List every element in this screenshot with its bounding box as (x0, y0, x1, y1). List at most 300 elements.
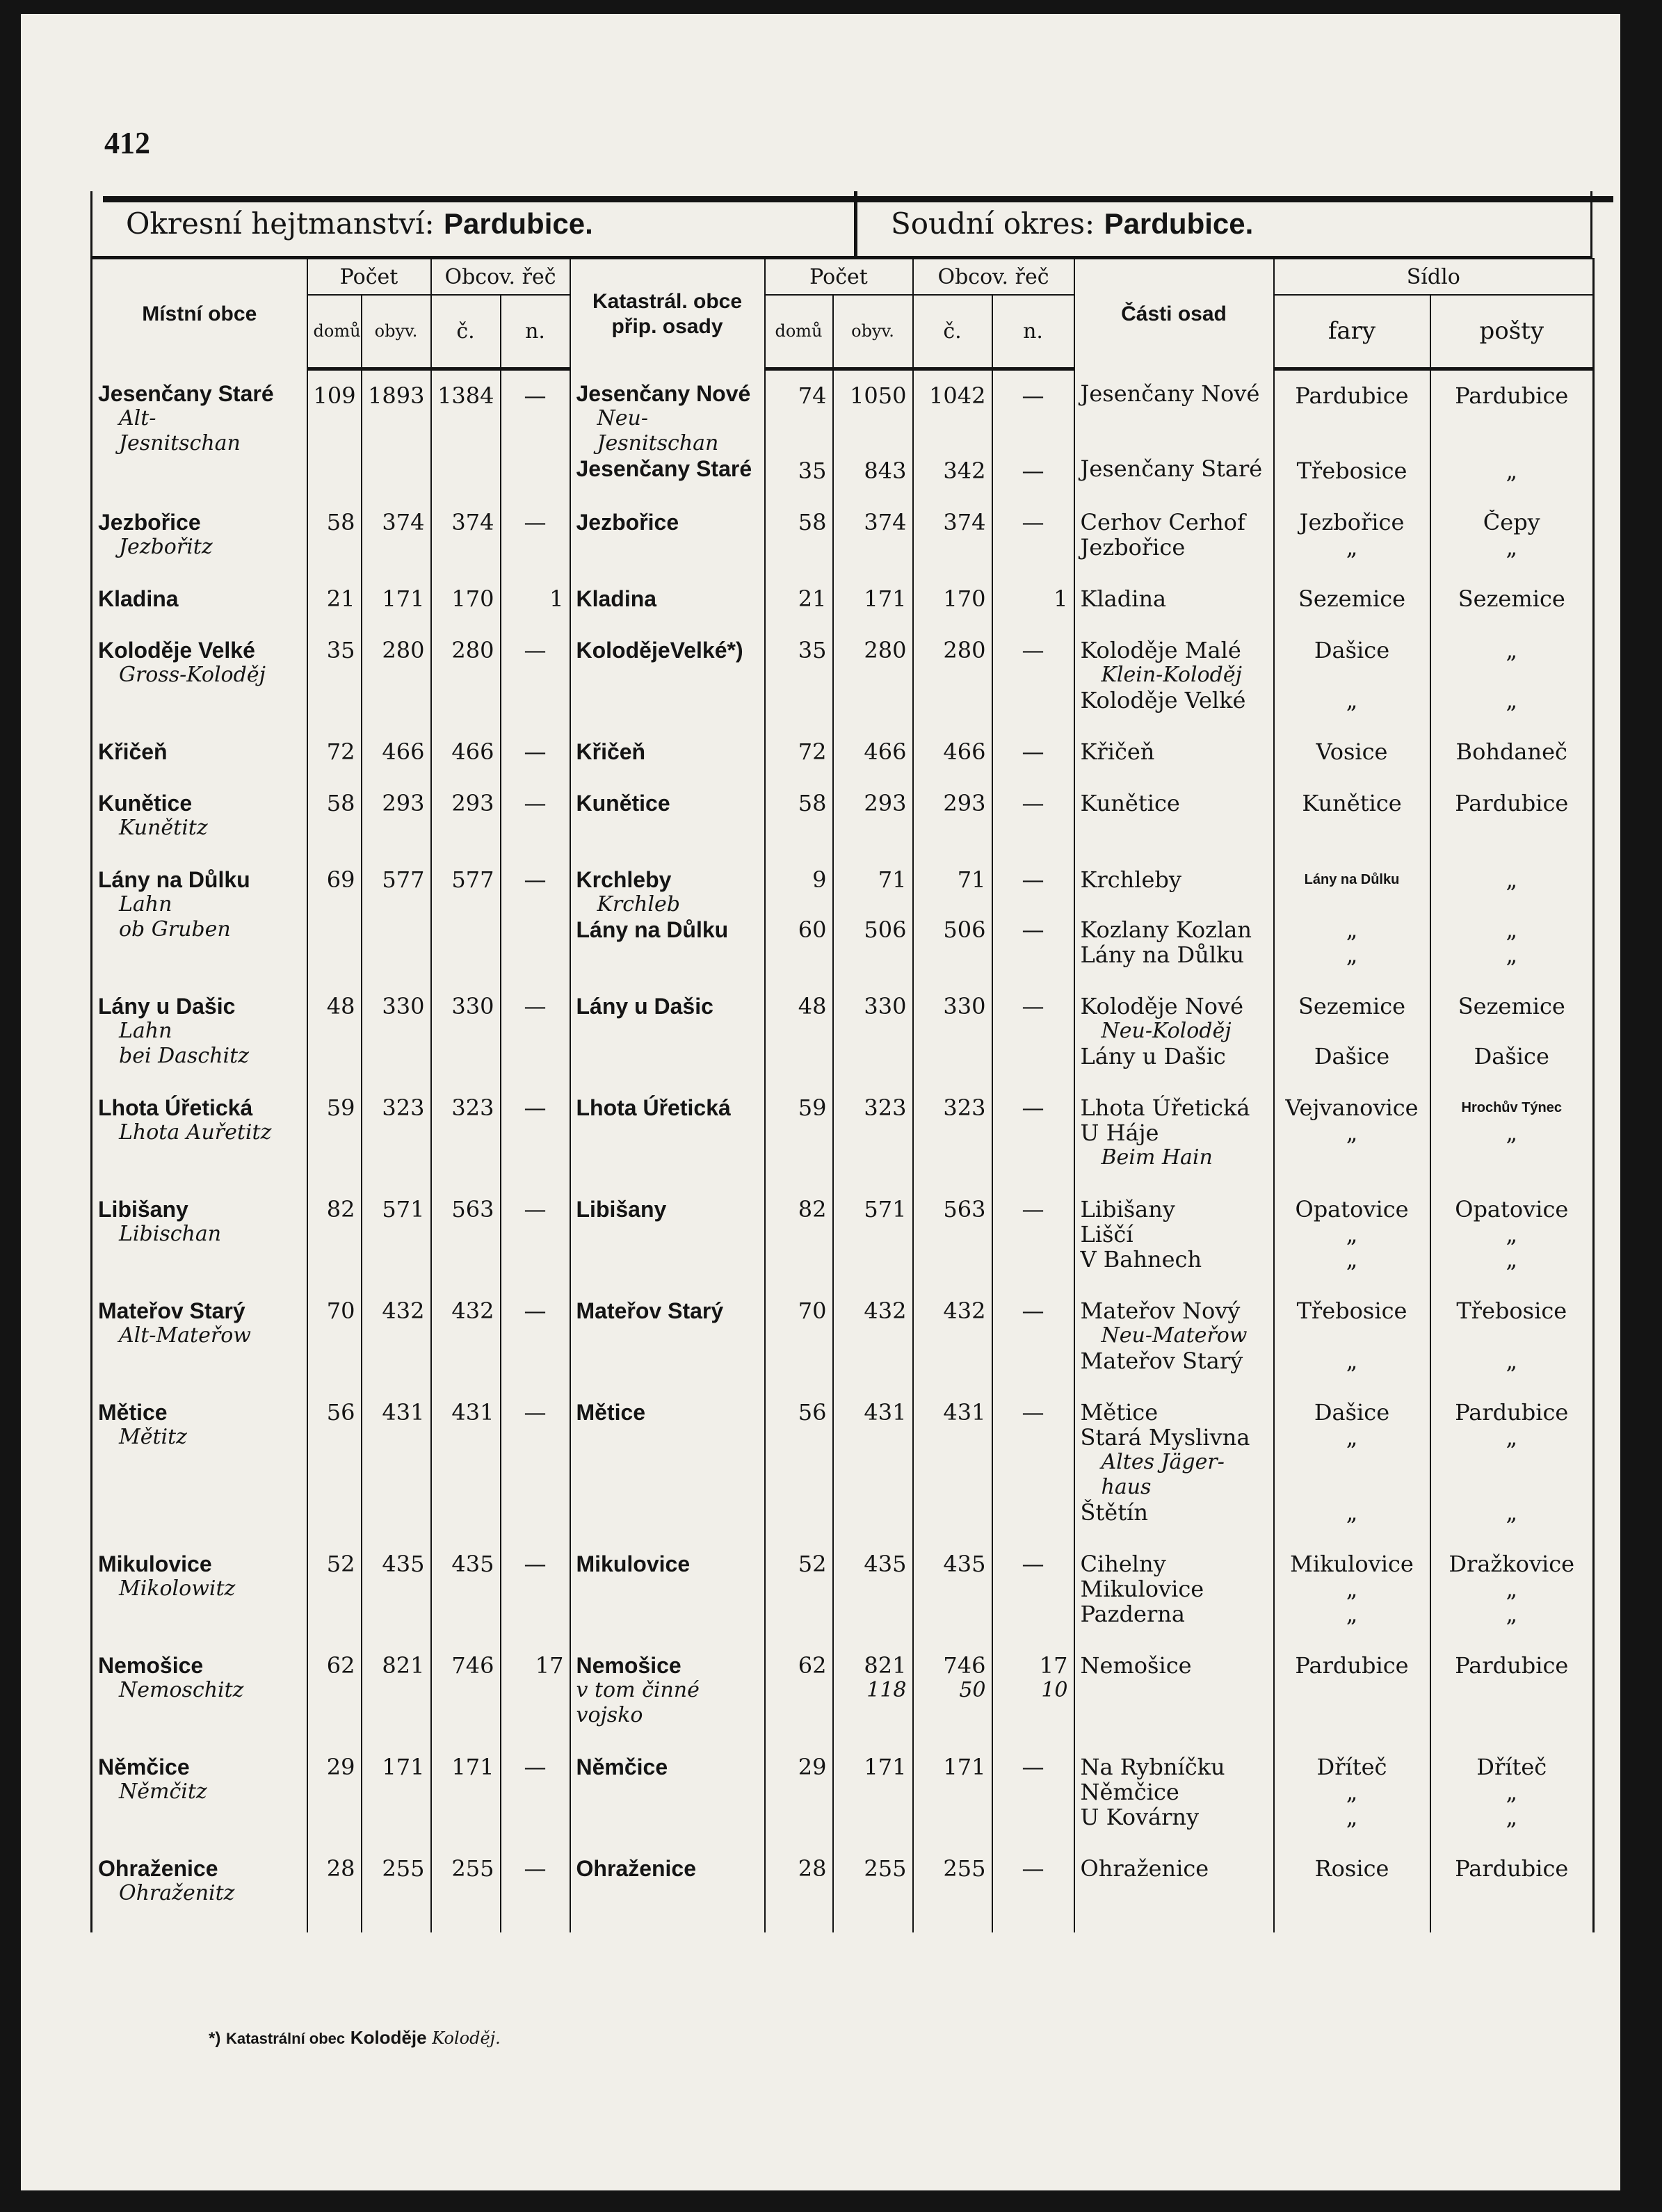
gap-cell (913, 1830, 992, 1856)
kat-c (913, 1095, 992, 1170)
obec-obyv (362, 791, 431, 841)
row-gap (92, 1906, 1594, 1932)
gap-cell (431, 841, 501, 867)
page-number: 412 (104, 126, 150, 160)
gap-cell (307, 483, 362, 510)
katastral-cell (570, 369, 765, 483)
gap-cell (362, 1728, 431, 1754)
obec-domu-value: 82 (326, 1196, 355, 1222)
gap-cell (1274, 1906, 1430, 1932)
row-gap (92, 967, 1594, 994)
fara-name (1280, 1323, 1424, 1348)
gap-cell (570, 483, 765, 510)
obec-german-name: Ohraženitz (119, 1880, 235, 1905)
gap-cell (362, 1272, 431, 1298)
posta-name: Třebosice (1456, 1298, 1567, 1324)
obec-c (431, 1400, 501, 1525)
fara-name (1280, 1450, 1424, 1475)
kat-n-value: — (1022, 509, 1044, 535)
obec-c (431, 739, 501, 764)
obec-cell (92, 1197, 307, 1272)
gap-cell (913, 611, 992, 638)
kat-n (992, 1400, 1074, 1525)
gap-cell (913, 1373, 992, 1400)
kat-domu (765, 1095, 833, 1170)
gap-cell (501, 560, 570, 586)
kat-n-value: 10 (1041, 1677, 1068, 1702)
obec-name: Lány na Důlku (98, 866, 250, 892)
kat-c-value: 432 (943, 1298, 986, 1324)
gap-cell (92, 1906, 307, 1932)
gap-cell (570, 967, 765, 994)
gap-cell (833, 1626, 913, 1653)
posta-name: „ (1506, 1347, 1518, 1373)
kat-spacer (771, 408, 827, 433)
posta-name: Čepy (1483, 509, 1540, 535)
gap-cell (92, 1272, 307, 1298)
kat-obyv-value: 374 (864, 509, 907, 535)
kat-n-value: — (1022, 1095, 1044, 1121)
obec-n (501, 1095, 570, 1170)
kat-domu (765, 638, 833, 713)
gap-cell (362, 764, 431, 791)
posta-cell (1430, 1653, 1594, 1728)
kat-obyv (833, 1197, 913, 1272)
posta-cell (1430, 1400, 1594, 1525)
obec-domu (307, 369, 362, 483)
col-sidlo: Sídlo (1274, 259, 1594, 295)
kat-domu-value: 59 (798, 1095, 827, 1121)
cast-name: Liščí (1080, 1220, 1133, 1248)
gap-cell (992, 1728, 1074, 1754)
obec-n (501, 1551, 570, 1626)
kat-obyv (833, 791, 913, 841)
kat-spacer (999, 408, 1068, 433)
fara-name (1280, 663, 1424, 688)
fara-cell (1274, 510, 1430, 560)
obec-cell (92, 867, 307, 967)
fara-name: Sezemice (1298, 586, 1406, 611)
gap-cell (1074, 1272, 1274, 1298)
kat-n-value: — (1022, 790, 1044, 816)
obec-cell (92, 994, 307, 1069)
fara-name: „ (1346, 533, 1358, 560)
kat-c (913, 1551, 992, 1626)
fara-cell (1274, 1653, 1430, 1728)
gap-cell (570, 1626, 765, 1653)
gap-cell (1074, 1906, 1274, 1932)
gap-cell (765, 1830, 833, 1856)
obec-domu (307, 739, 362, 764)
casti-cell (1074, 586, 1274, 611)
obec-cell (92, 1754, 307, 1830)
posta-name (1437, 892, 1588, 917)
katastral-cell (570, 1197, 765, 1272)
gap-cell (992, 1525, 1074, 1551)
cast-name: Křičeň (1080, 738, 1155, 764)
gap-cell (570, 1170, 765, 1197)
obec-obyv (362, 1856, 431, 1906)
obec-obyv (362, 867, 431, 967)
obec-obyv (362, 994, 431, 1069)
footnote (209, 2027, 501, 2049)
cast-name: Na Rybníčku (1080, 1754, 1225, 1780)
posta-name: „ (1506, 1575, 1518, 1602)
gap-cell (501, 1906, 570, 1932)
kat-domu (765, 791, 833, 841)
kat-domu-value: 48 (798, 993, 827, 1019)
kat-c-value: 431 (943, 1399, 986, 1426)
kat-n-value: — (1022, 457, 1044, 483)
kat-n (992, 1197, 1074, 1272)
district-label: Okresní hejtmanství: (126, 207, 435, 241)
posta-name: Dražkovice (1449, 1551, 1575, 1577)
gap-cell (833, 1373, 913, 1400)
fara-name (1280, 1019, 1424, 1044)
katastral-cell (570, 1095, 765, 1170)
kat-obyv (833, 1856, 913, 1906)
row-gap (92, 1728, 1594, 1754)
row-gap (92, 1170, 1594, 1197)
col-n-2: n. (992, 295, 1074, 369)
kat-spacer (919, 1703, 986, 1728)
kat-c-value: 374 (943, 509, 986, 535)
obec-n-value: — (524, 1196, 547, 1222)
gap-cell (765, 764, 833, 791)
kat-c-value: 71 (957, 866, 986, 893)
fara-name: Pardubice (1295, 1652, 1409, 1679)
gap-cell (1430, 1373, 1594, 1400)
kat-domu-value: 35 (798, 457, 827, 483)
posta-cell (1430, 791, 1594, 841)
fara-name: „ (1346, 1119, 1358, 1146)
gap-cell (1274, 841, 1430, 867)
kat-domu-value: 52 (798, 1551, 827, 1577)
posta-name: „ (1506, 1600, 1518, 1626)
obec-domu (307, 1551, 362, 1626)
katastral-cell (570, 1754, 765, 1830)
obec-obyv (362, 369, 431, 483)
fara-name: Vosice (1316, 738, 1388, 764)
obec-c (431, 1197, 501, 1272)
gap-cell (570, 841, 765, 867)
fara-name: „ (1346, 686, 1358, 713)
katastral-german-name: Krchleb (597, 891, 680, 917)
obec-obyv-value: 571 (382, 1196, 425, 1222)
gap-cell (765, 1069, 833, 1095)
kat-c (913, 369, 992, 483)
kat-c-value: 255 (943, 1855, 986, 1882)
cast-name (1081, 406, 1268, 431)
fara-name: Dašice (1314, 1042, 1390, 1069)
obec-c-value: 431 (451, 1399, 494, 1426)
cast-name: U Háje (1080, 1119, 1159, 1146)
posta-name: „ (1506, 533, 1518, 560)
obec-obyv (362, 1298, 431, 1373)
gap-cell (570, 1728, 765, 1754)
kat-domu-value: 28 (798, 1855, 827, 1882)
gap-cell (362, 841, 431, 867)
kat-c (913, 1197, 992, 1272)
fara-name (1280, 1475, 1424, 1500)
obec-domu-value: 69 (326, 866, 355, 893)
gap-cell (431, 1830, 501, 1856)
kat-domu (765, 1400, 833, 1525)
obec-name: Jezbořice (98, 509, 201, 535)
kat-domu-value: 56 (798, 1399, 827, 1426)
gap-cell (833, 764, 913, 791)
gap-cell (501, 1626, 570, 1653)
gap-cell (307, 967, 362, 994)
kat-obyv-value: 1050 (850, 382, 907, 409)
cast-name: Libišany (1080, 1196, 1175, 1222)
gap-cell (1074, 1373, 1274, 1400)
posta-cell (1430, 1551, 1594, 1626)
kat-c-value: 506 (943, 916, 986, 943)
posta-cell (1430, 510, 1594, 560)
gap-cell (307, 1373, 362, 1400)
obec-domu (307, 638, 362, 713)
cast-name: Mateřov Nový (1080, 1298, 1241, 1324)
posta-cell (1430, 369, 1594, 483)
obec-c (431, 1298, 501, 1373)
kat-obyv-value: 171 (864, 1754, 907, 1780)
obec-obyv (362, 739, 431, 764)
fara-name: Jezbořice (1299, 509, 1405, 535)
obec-name: Lhota Úřetická (98, 1095, 253, 1120)
fara-name: „ (1346, 1245, 1358, 1272)
col-pocet-2: Počet (765, 259, 913, 295)
gap-cell (92, 1525, 307, 1551)
obec-obyv (362, 586, 431, 611)
posta-name: „ (1506, 1778, 1518, 1805)
obec-cell (92, 791, 307, 841)
footnote-text: Katastrální obec (225, 2030, 346, 2047)
obec-c-value: 1384 (437, 382, 494, 409)
fara-name: Mikulovice (1290, 1551, 1414, 1577)
fara-name: „ (1346, 1220, 1358, 1248)
gap-cell (1274, 1170, 1430, 1197)
gap-cell (765, 1170, 833, 1197)
kat-obyv-value: 323 (864, 1095, 907, 1121)
kat-obyv-value: 843 (864, 457, 907, 483)
posta-name: „ (1506, 1803, 1518, 1830)
obec-domu (307, 1856, 362, 1906)
gap-cell (362, 483, 431, 510)
gap-cell (1430, 611, 1594, 638)
obec-c-value: 171 (451, 1754, 494, 1780)
obec-n (501, 867, 570, 967)
fara-cell (1274, 791, 1430, 841)
obec-n-value: — (524, 993, 547, 1019)
fara-name: „ (1346, 1423, 1358, 1451)
gap-cell (913, 483, 992, 510)
col-c-2: č. (913, 295, 992, 369)
obec-cell (92, 1400, 307, 1525)
gap-cell (1074, 1830, 1274, 1856)
gap-cell (833, 560, 913, 586)
obec-n-value: 17 (535, 1652, 564, 1679)
col-fary: fary (1274, 295, 1430, 369)
kat-obyv-value: 118 (866, 1677, 907, 1702)
table-row (92, 867, 1594, 967)
gap-cell (362, 560, 431, 586)
obec-n (501, 586, 570, 611)
obec-obyv (362, 1551, 431, 1626)
casti-cell (1074, 1754, 1274, 1830)
kat-domu (765, 739, 833, 764)
kat-n-value: — (1022, 1399, 1044, 1426)
obec-n-value: — (524, 509, 547, 535)
kat-spacer (919, 433, 986, 458)
gap-cell (1274, 483, 1430, 510)
kat-spacer (839, 892, 907, 917)
kat-domu-value: 74 (798, 382, 827, 409)
kat-n (992, 1551, 1074, 1626)
gap-cell (913, 841, 992, 867)
gap-cell (765, 560, 833, 586)
obec-name: Kunětice (98, 790, 193, 816)
kat-domu-value: 29 (798, 1754, 827, 1780)
katastral-name: Lány u Dašic (576, 993, 713, 1019)
fara-name: Třebosice (1296, 457, 1407, 483)
obec-c-value: 323 (451, 1095, 494, 1121)
court-cell (857, 191, 1592, 256)
obec-c-value: 255 (451, 1855, 494, 1882)
posta-name: Pardubice (1455, 1652, 1569, 1679)
table-row (92, 1095, 1594, 1170)
katastral-name: Jesenčany Nové (576, 381, 751, 406)
posta-name (1437, 1145, 1588, 1170)
cast-name: haus (1101, 1474, 1152, 1499)
gap-cell (1430, 841, 1594, 867)
obec-obyv (362, 1197, 431, 1272)
cast-name: Kladina (1080, 586, 1167, 611)
kat-obyv (833, 1095, 913, 1170)
gap-cell (913, 1069, 992, 1095)
gap-cell (570, 764, 765, 791)
obec-c-value: 466 (451, 738, 494, 764)
col-obyv-2: obyv. (833, 295, 913, 369)
obec-obyv-value: 466 (382, 738, 425, 764)
fara-name: „ (1346, 1778, 1358, 1805)
kat-n-value: — (1022, 382, 1044, 409)
footnote-marker: *) (209, 2029, 221, 2048)
fara-name (1280, 892, 1424, 917)
table-row (92, 1400, 1594, 1525)
col-obyv: obyv. (362, 295, 431, 369)
kat-n-value: — (1022, 738, 1044, 764)
kat-spacer (999, 1703, 1068, 1728)
gap-cell (92, 1069, 307, 1095)
cast-name: Stará Myslivna (1080, 1423, 1250, 1451)
gap-cell (833, 713, 913, 739)
gap-cell (501, 764, 570, 791)
posta-name: Sezemice (1458, 993, 1565, 1019)
katastral-name: Lhota Úřetická (576, 1095, 731, 1120)
table-row (92, 586, 1594, 611)
obec-c-value: 330 (451, 993, 494, 1019)
fara-cell (1274, 1856, 1430, 1906)
gap-cell (501, 841, 570, 867)
kat-domu-value: 70 (798, 1298, 827, 1324)
kat-obyv-value: 280 (864, 637, 907, 663)
kat-obyv-value: 571 (864, 1196, 907, 1222)
kat-domu (765, 369, 833, 483)
obec-n (501, 638, 570, 713)
col-domu: domů (307, 295, 362, 369)
gap-cell (1074, 1170, 1274, 1197)
obec-c (431, 369, 501, 483)
obec-n (501, 1653, 570, 1728)
cast-name: Mikulovice (1080, 1575, 1204, 1602)
gap-cell (431, 1170, 501, 1197)
kat-c (913, 1856, 992, 1906)
row-gap (92, 560, 1594, 586)
kat-domu-value: 9 (812, 866, 827, 893)
kat-domu (765, 1197, 833, 1272)
obec-name: Mateřov Starý (98, 1298, 245, 1323)
kat-obyv-value: 431 (864, 1399, 907, 1426)
kat-n (992, 638, 1074, 713)
kat-c-value: 293 (943, 790, 986, 816)
cast-name: Nemošice (1080, 1652, 1192, 1679)
posta-cell (1430, 638, 1594, 713)
obec-n (501, 1197, 570, 1272)
posta-name (1437, 433, 1588, 458)
gap-cell (501, 967, 570, 994)
gap-cell (765, 1525, 833, 1551)
obec-cell (92, 1551, 307, 1626)
kat-n-value: — (1022, 1298, 1044, 1324)
kat-n (992, 1298, 1074, 1373)
obec-n-value: — (524, 1754, 547, 1780)
obec-obyv-value: 255 (382, 1855, 425, 1882)
obec-german-name: Lahn (119, 891, 172, 917)
fara-name: Sezemice (1298, 993, 1406, 1019)
gap-cell (833, 1728, 913, 1754)
gap-cell (765, 1272, 833, 1298)
posta-name: Pardubice (1455, 1855, 1569, 1882)
gap-cell (1274, 1069, 1430, 1095)
fara-name: Lány na Důlku (1304, 871, 1400, 887)
gap-cell (307, 1069, 362, 1095)
obec-n-value: — (524, 1551, 547, 1577)
kat-obyv-value: 171 (864, 586, 907, 611)
obec-german-name: Kunětitz (119, 815, 208, 840)
table-row (92, 1653, 1594, 1728)
kat-n (992, 1653, 1074, 1728)
obec-obyv-value: 330 (382, 993, 425, 1019)
cast-name: Klein-Koloděj (1101, 662, 1242, 687)
kat-n (992, 867, 1074, 967)
obec-n (501, 1754, 570, 1830)
obec-domu-value: 52 (326, 1551, 355, 1577)
obec-domu-value: 70 (326, 1298, 355, 1324)
gap-cell (570, 1830, 765, 1856)
gap-cell (765, 1626, 833, 1653)
kat-spacer (771, 1678, 827, 1703)
obec-cell (92, 739, 307, 764)
gap-cell (992, 1373, 1074, 1400)
posta-cell (1430, 867, 1594, 967)
obec-domu (307, 1400, 362, 1525)
kat-obyv-value: 293 (864, 790, 907, 816)
kat-domu (765, 1653, 833, 1728)
cast-name (1081, 892, 1268, 917)
cast-name: Neu-Koloděj (1101, 1018, 1232, 1043)
gap-cell (362, 1069, 431, 1095)
